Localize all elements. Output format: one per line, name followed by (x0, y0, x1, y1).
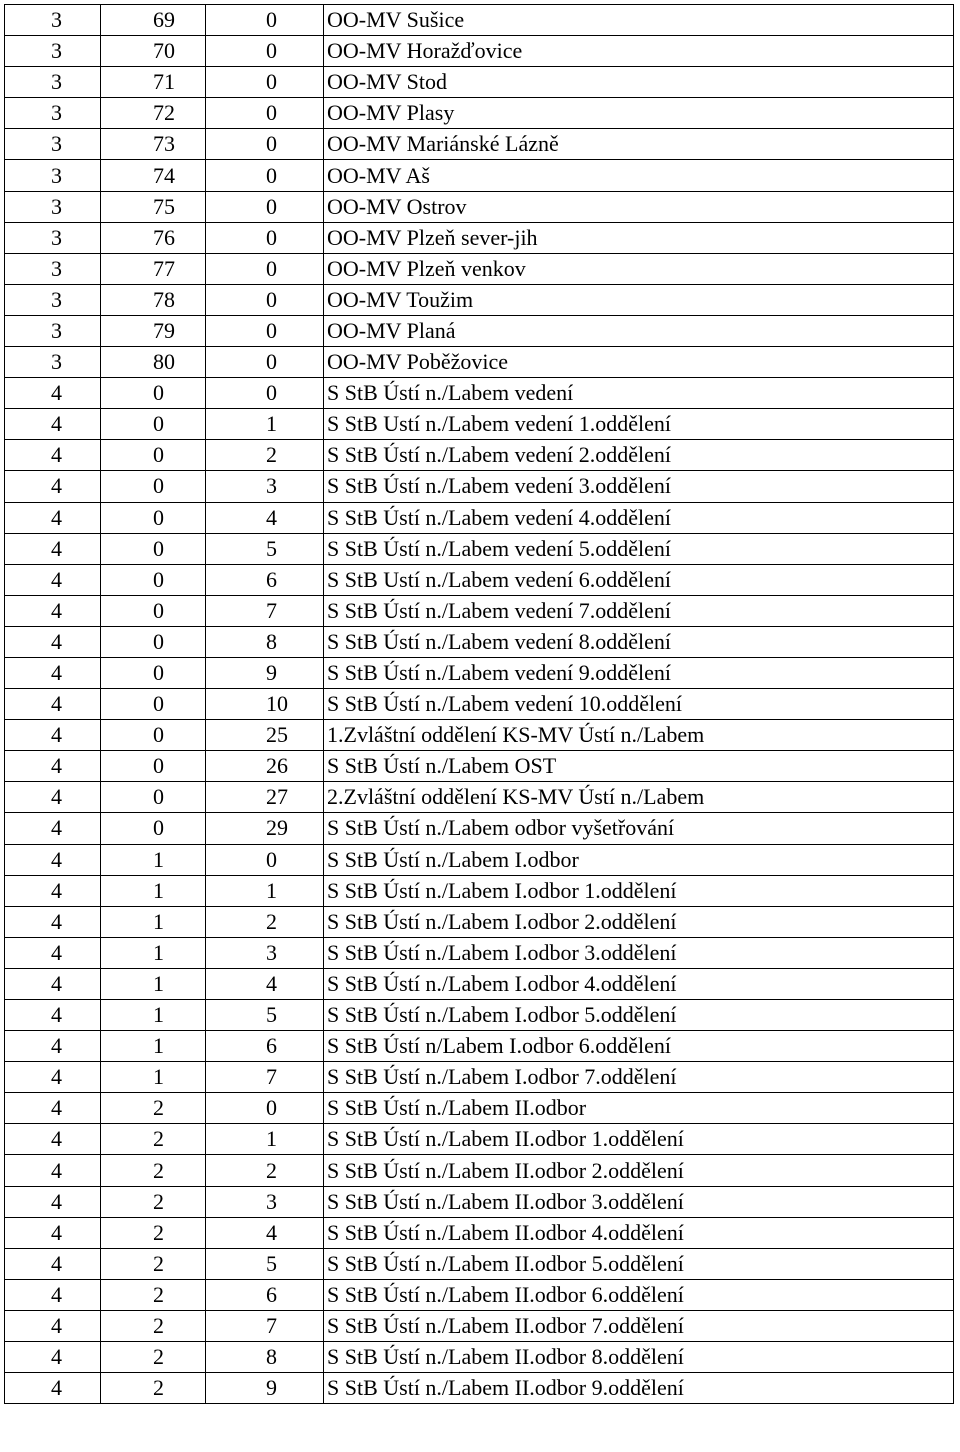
unit-code-cell: 75 (101, 191, 206, 222)
unit-code-cell: 1 (101, 968, 206, 999)
table-row (5, 160, 954, 191)
table-row (5, 1248, 954, 1279)
unit-name-cell: S StB Ústí n./Labem OST (324, 751, 954, 782)
unit-code-cell: 72 (101, 98, 206, 129)
unit-name-cell: OO-MV Plzeň sever-jih (324, 222, 954, 253)
region-code-cell: 4 (5, 720, 101, 751)
region-code-cell: 4 (5, 595, 101, 626)
region-code-cell: 4 (5, 533, 101, 564)
subunit-code-cell: 0 (206, 129, 324, 160)
region-code-cell: 3 (5, 5, 101, 36)
region-code-cell: 3 (5, 284, 101, 315)
unit-name-cell: OO-MV Aš (324, 160, 954, 191)
table-row (5, 440, 954, 471)
unit-code-cell: 71 (101, 67, 206, 98)
subunit-code-cell: 6 (206, 1279, 324, 1310)
region-code-cell: 4 (5, 937, 101, 968)
unit-code-cell: 0 (101, 813, 206, 844)
table-row (5, 782, 954, 813)
region-code-cell: 4 (5, 1310, 101, 1341)
region-code-cell: 4 (5, 813, 101, 844)
unit-code-cell: 77 (101, 253, 206, 284)
region-code-cell: 4 (5, 1155, 101, 1186)
subunit-code-cell: 2 (206, 906, 324, 937)
unit-code-cell: 1 (101, 937, 206, 968)
unit-name-cell: S StB Ústí n./Labem I.odbor 2.oddělení (324, 906, 954, 937)
unit-code-cell: 70 (101, 36, 206, 67)
subunit-code-cell: 2 (206, 1155, 324, 1186)
subunit-code-cell: 1 (206, 875, 324, 906)
table-row (5, 67, 954, 98)
unit-name-cell: S StB Ústí n./Labem vedení 2.oddělení (324, 440, 954, 471)
unit-code-cell: 0 (101, 689, 206, 720)
region-code-cell: 3 (5, 222, 101, 253)
table-row (5, 533, 954, 564)
region-code-cell: 4 (5, 1342, 101, 1373)
subunit-code-cell: 4 (206, 968, 324, 999)
table-row (5, 1310, 954, 1341)
unit-code-cell: 0 (101, 626, 206, 657)
subunit-code-cell: 0 (206, 160, 324, 191)
subunit-code-cell: 0 (206, 378, 324, 409)
subunit-code-cell: 0 (206, 347, 324, 378)
table-row (5, 626, 954, 657)
unit-code-cell: 1 (101, 844, 206, 875)
region-code-cell: 4 (5, 1000, 101, 1031)
subunit-code-cell: 9 (206, 657, 324, 688)
table-row (5, 720, 954, 751)
unit-code-cell: 1 (101, 906, 206, 937)
unit-code-cell: 2 (101, 1093, 206, 1124)
region-code-cell: 4 (5, 564, 101, 595)
region-code-cell: 3 (5, 253, 101, 284)
subunit-code-cell: 6 (206, 564, 324, 595)
table-row (5, 906, 954, 937)
table-row (5, 1031, 954, 1062)
table-row (5, 502, 954, 533)
region-code-cell: 4 (5, 471, 101, 502)
unit-name-cell: 1.Zvláštní oddělení KS-MV Ústí n./Labem (324, 720, 954, 751)
region-code-cell: 4 (5, 844, 101, 875)
table-row (5, 1217, 954, 1248)
subunit-code-cell: 5 (206, 1000, 324, 1031)
table-row (5, 1093, 954, 1124)
region-code-cell: 3 (5, 160, 101, 191)
region-code-cell: 4 (5, 689, 101, 720)
unit-name-cell: OO-MV Ostrov (324, 191, 954, 222)
unit-code-cell: 2 (101, 1279, 206, 1310)
subunit-code-cell: 5 (206, 533, 324, 564)
table-row (5, 1124, 954, 1155)
region-code-cell: 4 (5, 440, 101, 471)
region-code-cell: 3 (5, 98, 101, 129)
region-code-cell: 4 (5, 782, 101, 813)
unit-code-cell: 2 (101, 1186, 206, 1217)
subunit-code-cell: 7 (206, 1062, 324, 1093)
unit-name-cell: S StB Ústí n./Labem II.odbor 6.oddělení (324, 1279, 954, 1310)
unit-name-cell: S StB Ústí n./Labem II.odbor 1.oddělení (324, 1124, 954, 1155)
region-code-cell: 4 (5, 657, 101, 688)
unit-code-cell: 76 (101, 222, 206, 253)
table-row (5, 1342, 954, 1373)
unit-name-cell: S StB Ústí n./Labem vedení (324, 378, 954, 409)
region-code-cell: 4 (5, 1186, 101, 1217)
region-code-cell: 4 (5, 1279, 101, 1310)
subunit-code-cell: 2 (206, 440, 324, 471)
subunit-code-cell: 6 (206, 1031, 324, 1062)
unit-name-cell: S StB Ústí n/Labem I.odbor 6.oddělení (324, 1031, 954, 1062)
subunit-code-cell: 10 (206, 689, 324, 720)
table-row (5, 937, 954, 968)
unit-code-cell: 79 (101, 315, 206, 346)
unit-code-cell: 74 (101, 160, 206, 191)
table-row (5, 222, 954, 253)
subunit-code-cell: 0 (206, 253, 324, 284)
subunit-code-cell: 25 (206, 720, 324, 751)
table-row (5, 1062, 954, 1093)
region-code-cell: 4 (5, 1031, 101, 1062)
unit-name-cell: S StB Ústí n./Labem II.odbor 5.oddělení (324, 1248, 954, 1279)
subunit-code-cell: 0 (206, 36, 324, 67)
unit-name-cell: S StB Ústí n./Labem I.odbor 5.oddělení (324, 1000, 954, 1031)
subunit-code-cell: 0 (206, 284, 324, 315)
unit-name-cell: S StB Ústí n./Labem I.odbor (324, 844, 954, 875)
unit-code-cell: 0 (101, 502, 206, 533)
unit-code-cell: 0 (101, 751, 206, 782)
subunit-code-cell: 3 (206, 471, 324, 502)
subunit-code-cell: 0 (206, 67, 324, 98)
unit-code-cell: 2 (101, 1342, 206, 1373)
subunit-code-cell: 1 (206, 409, 324, 440)
unit-code-cell: 0 (101, 533, 206, 564)
unit-code-cell: 0 (101, 657, 206, 688)
region-code-cell: 4 (5, 378, 101, 409)
table-row (5, 968, 954, 999)
unit-name-cell: S StB Ústí n./Labem II.odbor 4.oddělení (324, 1217, 954, 1248)
unit-name-cell: S StB Ústí n./Labem II.odbor 8.oddělení (324, 1342, 954, 1373)
table-row (5, 875, 954, 906)
subunit-code-cell: 4 (206, 1217, 324, 1248)
unit-name-cell: S StB Ústí n./Labem vedení 9.oddělení (324, 657, 954, 688)
unit-code-cell: 0 (101, 471, 206, 502)
unit-code-cell: 0 (101, 378, 206, 409)
table-row (5, 1186, 954, 1217)
unit-name-cell: S StB Ústí n./Labem vedení 8.oddělení (324, 626, 954, 657)
table-row (5, 1279, 954, 1310)
unit-name-cell: OO-MV Plzeň venkov (324, 253, 954, 284)
table-row (5, 689, 954, 720)
region-code-cell: 4 (5, 626, 101, 657)
region-code-cell: 3 (5, 129, 101, 160)
registry-table-body (5, 5, 954, 1404)
unit-code-cell: 0 (101, 720, 206, 751)
unit-code-cell: 78 (101, 284, 206, 315)
unit-name-cell: S StB Ústí n./Labem I.odbor 7.oddělení (324, 1062, 954, 1093)
table-row (5, 315, 954, 346)
subunit-code-cell: 8 (206, 1342, 324, 1373)
unit-name-cell: S StB Ústí n./Labem I.odbor 3.oddělení (324, 937, 954, 968)
region-code-cell: 4 (5, 1248, 101, 1279)
table-row (5, 813, 954, 844)
table-row (5, 284, 954, 315)
unit-code-cell: 1 (101, 875, 206, 906)
unit-code-cell: 0 (101, 782, 206, 813)
region-code-cell: 4 (5, 875, 101, 906)
unit-name-cell: S StB Ústí n./Labem vedení 7.oddělení (324, 595, 954, 626)
region-code-cell: 4 (5, 1062, 101, 1093)
subunit-code-cell: 0 (206, 98, 324, 129)
unit-code-cell: 2 (101, 1248, 206, 1279)
subunit-code-cell: 1 (206, 1124, 324, 1155)
unit-name-cell: S StB Ústí n./Labem odbor vyšetřování (324, 813, 954, 844)
subunit-code-cell: 0 (206, 5, 324, 36)
unit-name-cell: OO-MV Stod (324, 67, 954, 98)
unit-name-cell: S StB Ústí n./Labem vedení 3.oddělení (324, 471, 954, 502)
table-row (5, 1000, 954, 1031)
registry-table (4, 4, 954, 1404)
subunit-code-cell: 0 (206, 844, 324, 875)
table-row (5, 751, 954, 782)
region-code-cell: 4 (5, 906, 101, 937)
table-row (5, 98, 954, 129)
table-row (5, 129, 954, 160)
region-code-cell: 4 (5, 1093, 101, 1124)
subunit-code-cell: 8 (206, 626, 324, 657)
subunit-code-cell: 4 (206, 502, 324, 533)
unit-name-cell: S StB Ustí n./Labem vedení 1.oddělení (324, 409, 954, 440)
region-code-cell: 3 (5, 67, 101, 98)
region-code-cell: 4 (5, 1124, 101, 1155)
region-code-cell: 3 (5, 191, 101, 222)
region-code-cell: 3 (5, 347, 101, 378)
subunit-code-cell: 0 (206, 191, 324, 222)
table-row (5, 409, 954, 440)
table-row (5, 1373, 954, 1404)
table-row (5, 595, 954, 626)
table-row (5, 657, 954, 688)
table-row (5, 347, 954, 378)
unit-name-cell: OO-MV Horažďovice (324, 36, 954, 67)
region-code-cell: 4 (5, 1373, 101, 1404)
unit-name-cell: OO-MV Poběžovice (324, 347, 954, 378)
unit-code-cell: 80 (101, 347, 206, 378)
unit-name-cell: OO-MV Planá (324, 315, 954, 346)
subunit-code-cell: 5 (206, 1248, 324, 1279)
table-row (5, 1155, 954, 1186)
unit-name-cell: S StB Ústí n./Labem II.odbor 7.oddělení (324, 1310, 954, 1341)
unit-name-cell: 2.Zvláštní oddělení KS-MV Ústí n./Labem (324, 782, 954, 813)
unit-name-cell: OO-MV Plasy (324, 98, 954, 129)
subunit-code-cell: 3 (206, 1186, 324, 1217)
table-row (5, 191, 954, 222)
table-row (5, 253, 954, 284)
unit-name-cell: S StB Ústí n./Labem II.odbor 3.oddělení (324, 1186, 954, 1217)
region-code-cell: 4 (5, 502, 101, 533)
unit-name-cell: S StB Ústí n./Labem I.odbor 4.oddělení (324, 968, 954, 999)
unit-code-cell: 0 (101, 595, 206, 626)
unit-name-cell: S StB Ústí n./Labem vedení 10.oddělení (324, 689, 954, 720)
unit-name-cell: S StB Ústí n./Labem vedení 5.oddělení (324, 533, 954, 564)
table-row (5, 378, 954, 409)
region-code-cell: 3 (5, 315, 101, 346)
unit-code-cell: 2 (101, 1373, 206, 1404)
table-row (5, 5, 954, 36)
unit-name-cell: S StB Ustí n./Labem vedení 6.oddělení (324, 564, 954, 595)
unit-code-cell: 1 (101, 1031, 206, 1062)
unit-name-cell: S StB Ústí n./Labem I.odbor 1.oddělení (324, 875, 954, 906)
unit-name-cell: S StB Ústí n./Labem II.odbor 9.oddělení (324, 1373, 954, 1404)
unit-name-cell: S StB Ústí n./Labem vedení 4.oddělení (324, 502, 954, 533)
subunit-code-cell: 7 (206, 1310, 324, 1341)
unit-name-cell: OO-MV Sušice (324, 5, 954, 36)
subunit-code-cell: 9 (206, 1373, 324, 1404)
subunit-code-cell: 0 (206, 1093, 324, 1124)
region-code-cell: 4 (5, 409, 101, 440)
unit-code-cell: 2 (101, 1217, 206, 1248)
unit-code-cell: 2 (101, 1155, 206, 1186)
unit-name-cell: OO-MV Mariánské Lázně (324, 129, 954, 160)
subunit-code-cell: 27 (206, 782, 324, 813)
subunit-code-cell: 26 (206, 751, 324, 782)
unit-code-cell: 69 (101, 5, 206, 36)
table-row (5, 36, 954, 67)
unit-code-cell: 0 (101, 564, 206, 595)
region-code-cell: 3 (5, 36, 101, 67)
unit-name-cell: OO-MV Toužim (324, 284, 954, 315)
table-row (5, 471, 954, 502)
unit-code-cell: 1 (101, 1000, 206, 1031)
subunit-code-cell: 3 (206, 937, 324, 968)
unit-code-cell: 2 (101, 1310, 206, 1341)
unit-code-cell: 1 (101, 1062, 206, 1093)
unit-code-cell: 73 (101, 129, 206, 160)
region-code-cell: 4 (5, 968, 101, 999)
unit-code-cell: 0 (101, 440, 206, 471)
subunit-code-cell: 7 (206, 595, 324, 626)
region-code-cell: 4 (5, 1217, 101, 1248)
unit-code-cell: 2 (101, 1124, 206, 1155)
subunit-code-cell: 29 (206, 813, 324, 844)
unit-name-cell: S StB Ústí n./Labem II.odbor (324, 1093, 954, 1124)
subunit-code-cell: 0 (206, 315, 324, 346)
table-row (5, 564, 954, 595)
unit-code-cell: 0 (101, 409, 206, 440)
region-code-cell: 4 (5, 751, 101, 782)
unit-name-cell: S StB Ústí n./Labem II.odbor 2.oddělení (324, 1155, 954, 1186)
subunit-code-cell: 0 (206, 222, 324, 253)
table-row (5, 844, 954, 875)
